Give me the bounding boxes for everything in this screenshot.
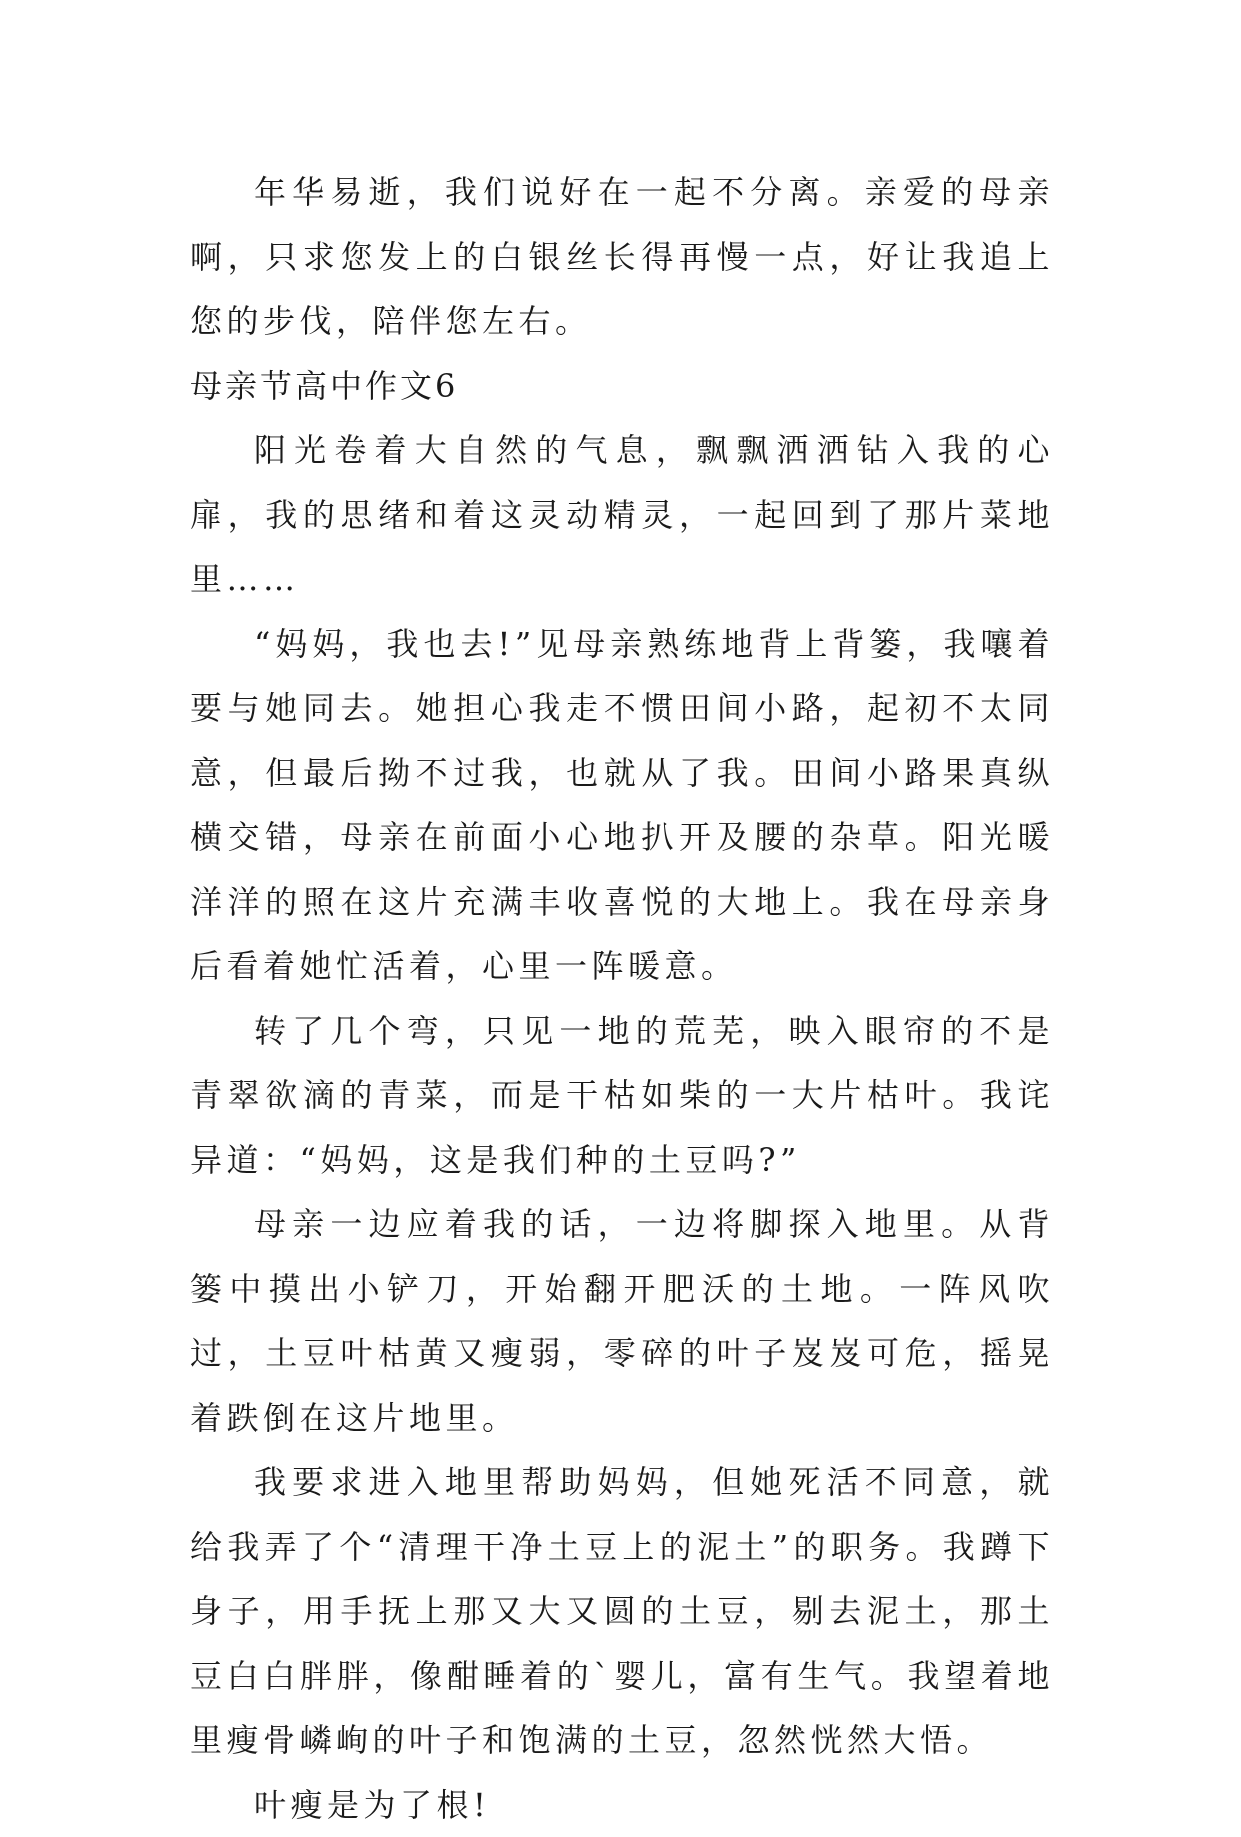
document-body (190, 160, 1054, 1837)
paragraph-5: 母亲一边应着我的话，一边将脚探入地里。从背篓中摸出小铲刀，开始翻开肥沃的土地。一阵风吹过，土豆叶枯黄又瘦弱，零碎的叶子岌岌可危，摇晃着跌倒在这片地里。 (190, 1192, 1054, 1450)
paragraph-3: “妈妈，我也去!”见母亲熟练地背上背篓，我嚷着要与她同去。她担心我走不惯田间小路，起初不太同意，但最后拗不过我，也就从了我。田间小路果真纵横交错，母亲在前面小心地扒开及腰的杂草。阳光暖洋洋的照在这片充满丰收喜悦的大地上。我在母亲身后看着她忙活着，心里一阵暖意。 (190, 612, 1054, 999)
paragraph-4: 转了几个弯，只见一地的荒芜，映入眼帘的不是青翠欲滴的青菜，而是干枯如柴的一大片枯叶。我诧异道：“妈妈，这是我们种的土豆吗?” (190, 999, 1054, 1193)
section-heading: 母亲节高中作文6 (190, 354, 1054, 419)
paragraph-2: 阳光卷着大自然的气息，飘飘洒洒钻入我的心扉，我的思绪和着这灵动精灵，一起回到了那片菜地里…… (190, 418, 1054, 612)
paragraph-7: 叶瘦是为了根! (190, 1773, 1054, 1837)
paragraph-1: 年华易逝，我们说好在一起不分离。亲爱的母亲啊，只求您发上的白银丝长得再慢一点，好让我追上您的步伐，陪伴您左右。 (190, 160, 1054, 354)
paragraph-6: 我要求进入地里帮助妈妈，但她死活不同意，就给我弄了个“清理干净土豆上的泥土”的职务。我蹲下身子，用手抚上那又大又圆的土豆，剔去泥土，那土豆白白胖胖，像酣睡着的`婴儿，富有生气。我望着地里瘦骨嶙峋的叶子和饱满的土豆，忽然恍然大悟。 (190, 1450, 1054, 1773)
